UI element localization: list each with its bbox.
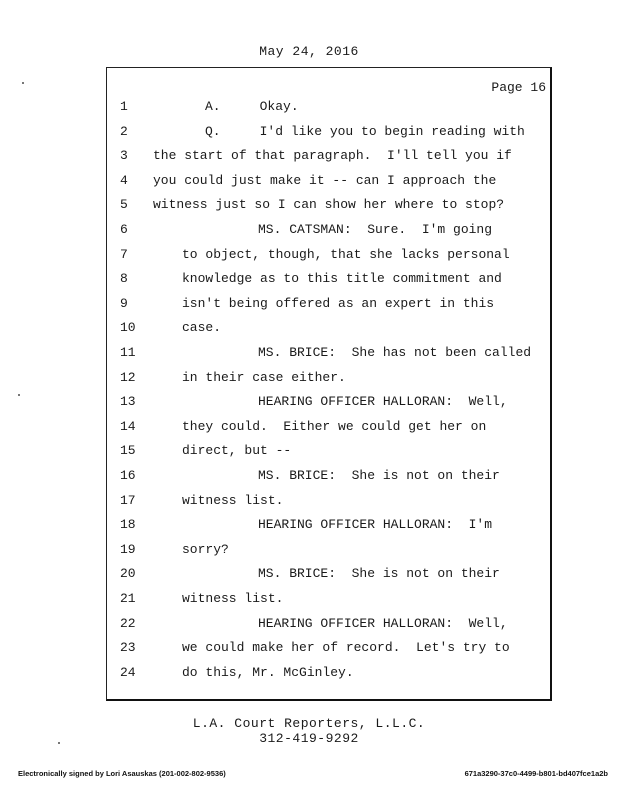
line-text: MS. BRICE: She is not on their [258, 468, 500, 483]
line-number: 1 [120, 99, 128, 114]
line-number: 9 [120, 295, 128, 311]
line-number: 23 [120, 640, 136, 656]
line-number: 11 [120, 345, 136, 360]
transcript-line [0, 345, 618, 370]
line-text: A. Okay. [205, 99, 299, 114]
transcript-line [0, 419, 618, 444]
transcript-line [0, 271, 618, 296]
line-number: 15 [120, 443, 136, 459]
transcript-line [0, 517, 618, 542]
line-number: 10 [120, 320, 136, 336]
line-number: 22 [120, 615, 136, 631]
header-date: May 24, 2016 [259, 44, 359, 59]
line-text: witness just so I can show her where to stop? [153, 197, 505, 213]
line-text: we could make her of record. Let's try to [182, 640, 510, 656]
transcript-line [0, 493, 618, 518]
transcript-line [0, 370, 618, 395]
line-text: MS. BRICE: She is not on their [258, 566, 500, 582]
line-number: 24 [120, 664, 136, 680]
line-number: 2 [120, 123, 128, 139]
transcript-line [0, 148, 618, 173]
transcript-line [0, 566, 618, 591]
line-number: 21 [120, 591, 136, 606]
transcript-line [0, 222, 618, 247]
transcript-line [0, 197, 618, 222]
line-text: case. [182, 320, 222, 336]
transcript-line [0, 247, 618, 272]
line-text: you could just make it -- can I approach the [153, 172, 497, 188]
line-text: HEARING OFFICER HALLORAN: I'm [258, 517, 493, 533]
line-text: do this, Mr. McGinley. [182, 664, 354, 680]
line-number: 19 [120, 541, 136, 557]
scan-speck [18, 394, 20, 396]
scan-speck [22, 82, 24, 84]
footer-firm-name: L.A. Court Reporters, L.L.C. [192, 716, 426, 731]
line-number: 14 [120, 418, 136, 434]
line-number: 16 [120, 468, 136, 483]
line-text: they could. Either we could get her on [182, 418, 487, 434]
line-number: 3 [120, 148, 128, 164]
line-text: isn't being offered as an expert in this [182, 295, 495, 311]
transcript-line [0, 542, 618, 567]
electronic-signature-note: Electronically signed by Lori Asauskas (201-002-802-9536) [18, 769, 226, 778]
transcript-line [0, 296, 618, 321]
line-text: direct, but -- [182, 443, 292, 459]
page-number: Page 16 [491, 80, 546, 95]
transcript-line [0, 468, 618, 493]
line-text: witness list. [182, 492, 284, 508]
transcript-line [0, 665, 618, 690]
document-hash: 671a3290-37c0-4499-b801-bd407fce1a2b [464, 769, 608, 778]
transcript-line [0, 443, 618, 468]
scan-speck [58, 742, 60, 744]
line-number: 13 [120, 394, 136, 410]
line-text: witness list. [182, 591, 284, 606]
line-number: 12 [120, 369, 136, 385]
line-text: sorry? [182, 541, 229, 557]
transcript-line [0, 320, 618, 345]
line-text: to object, though, that she lacks personal [182, 246, 510, 262]
transcript-line [0, 173, 618, 198]
line-number: 18 [120, 517, 136, 533]
line-number: 7 [120, 246, 128, 262]
line-text: MS. BRICE: She has not been called [258, 345, 532, 360]
transcript-line [0, 124, 618, 149]
line-number: 5 [120, 197, 128, 213]
line-number: 6 [120, 222, 128, 237]
transcript-line [0, 394, 618, 419]
line-text: Q. I'd like you to begin reading with [205, 123, 525, 139]
line-number: 4 [120, 172, 128, 188]
line-text: MS. CATSMAN: Sure. I'm going [258, 222, 493, 237]
transcript-line [0, 591, 618, 616]
line-text: HEARING OFFICER HALLORAN: Well, [258, 615, 508, 631]
line-number: 17 [120, 492, 136, 508]
footer-phone: 312-419-9292 [259, 731, 359, 746]
line-number: 8 [120, 271, 128, 287]
line-text: knowledge as to this title commitment and [182, 271, 502, 287]
line-text: in their case either. [182, 369, 346, 385]
transcript-line [0, 640, 618, 665]
transcript-line [0, 99, 618, 124]
line-text: HEARING OFFICER HALLORAN: Well, [258, 394, 508, 410]
line-number: 20 [120, 566, 136, 582]
transcript-line [0, 616, 618, 641]
line-text: the start of that paragraph. I'll tell you if [153, 148, 512, 164]
